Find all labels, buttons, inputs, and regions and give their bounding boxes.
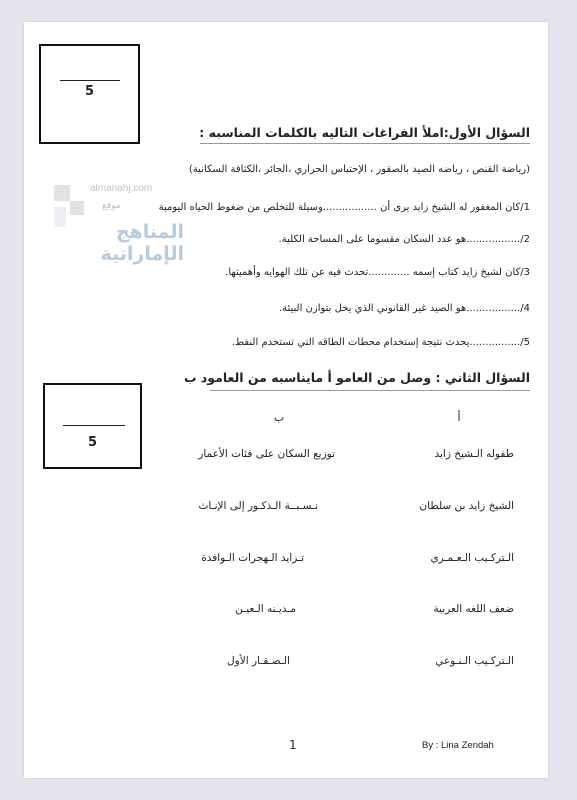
question1-item-3: 3/كان لشيخ زايد كتاب إسمه .............تحدث فيه عن تلك الهوايه وأهميتها. bbox=[225, 267, 530, 278]
column-b-head: ب bbox=[273, 411, 285, 424]
question2-title: السؤال الثاني : وصل من العامو أ مايناسبه من العامود ب bbox=[183, 370, 530, 385]
column-a-item: ضعف اللغه العربية bbox=[433, 603, 514, 615]
page-number: 1 bbox=[289, 738, 297, 752]
watermark-main: المناهج الإماراتية bbox=[100, 221, 184, 265]
column-a-item: الشيخ زايد بن سلطان bbox=[419, 500, 514, 512]
score-line bbox=[63, 425, 125, 426]
column-a-item: الـتركـيب الـنـوعي bbox=[435, 655, 514, 667]
score-value: 5 bbox=[84, 84, 95, 99]
question2-underline bbox=[210, 390, 530, 391]
question1-item-2: 2/.................هو عدد السكان مقسوما على المساحة الكلية. bbox=[278, 234, 530, 245]
worksheet-page bbox=[24, 22, 548, 778]
score-box-q1 bbox=[39, 44, 140, 144]
column-a-head: أ bbox=[457, 411, 461, 424]
word-bank: (رياضة القنص ، رياضه الصيد بالصقور ، الإحتباس الحراري ،الجائر ،الكثافة السكانية) bbox=[188, 164, 530, 175]
column-b-item: نـسـبــة الـذكـور إلى الإنـاث bbox=[198, 500, 318, 512]
watermark-sub: موقع bbox=[102, 201, 121, 211]
column-b-item: الـصـقـار الأول bbox=[227, 655, 290, 667]
column-b-item: مـديـنه الـعيـن bbox=[235, 603, 296, 615]
question1-item-1: 1/كان المغفور له الشيخ زايد يرى أن .................وسيلة للتخلص من ضغوط الحياه اليومية bbox=[158, 202, 530, 213]
watermark-site: almanahj.com bbox=[90, 183, 153, 194]
column-b-item: تـزايد الـهجرات الـوافدة bbox=[201, 552, 304, 564]
question1-item-4: 4/.................هو الصيد غير القانوني الذي يخل بتوازن البيئة. bbox=[278, 303, 530, 314]
question1-underline bbox=[200, 143, 530, 144]
column-a-item: طفوله الـشيخ زايد bbox=[434, 448, 514, 460]
question1-title: السؤال الأول:املأ الفراغات التاليه بالكلمات المناسبه : bbox=[199, 125, 530, 140]
score-line bbox=[60, 80, 120, 81]
question1-item-5: 5/................يحدث نتيجة إستخدام محطات الطاقه التي تستخدم النفط. bbox=[231, 337, 530, 348]
score-box-q2 bbox=[43, 383, 142, 469]
score-value: 5 bbox=[87, 435, 98, 450]
column-a-item: الـتركـيب الـعـمـري bbox=[430, 552, 514, 564]
site-watermark bbox=[44, 183, 184, 265]
author-credit: By : Lina Zendah bbox=[422, 740, 494, 751]
column-b-item: توزيع السكان على فئات الأعمار bbox=[198, 448, 335, 460]
